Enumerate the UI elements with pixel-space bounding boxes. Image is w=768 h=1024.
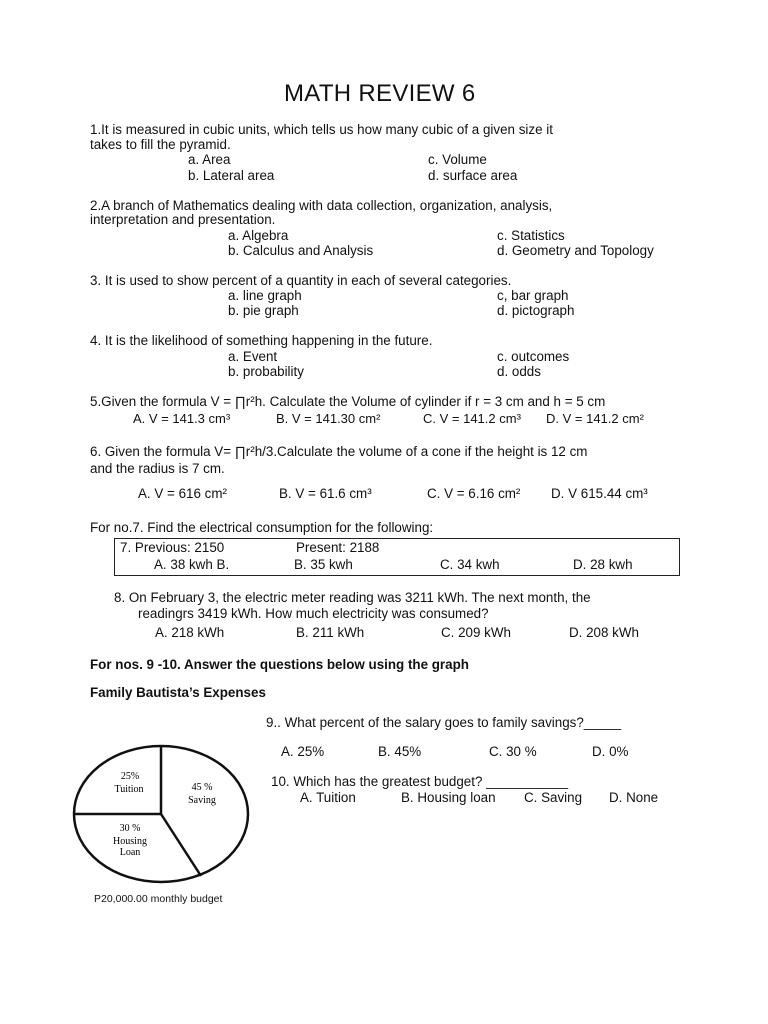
q4-option-a: a. Event [228, 349, 278, 364]
q6-option-c: C. V = 6.16 cm² [427, 486, 521, 501]
q9-option-c: C. 30 % [489, 744, 537, 759]
slice-label-housing-name-2: Loan [119, 847, 141, 858]
q1-text-2: takes to fill the pyramid. [90, 137, 231, 152]
q7-previous: 7. Previous: 2150 [120, 540, 225, 555]
q10-option-d: D. None [609, 790, 659, 805]
q4-option-d: d. odds [497, 364, 541, 379]
q10-option-b: B. Housing loan [401, 790, 496, 805]
q8-option-c: C. 209 kWh [441, 625, 511, 640]
q8-option-d: D. 208 kWh [569, 625, 639, 640]
q9-text: 9.. What percent of the salary goes to family savings?_____ [266, 715, 622, 730]
slice-label-tuition-name: Tuition [114, 784, 144, 795]
q3-text: 3. It is used to show percent of a quantity in each of several categories. [90, 273, 512, 288]
q9-option-d: D. 0% [592, 744, 629, 759]
slice-label-housing-name: Housing [113, 836, 147, 847]
q6-option-b: B. V = 61.6 cm³ [279, 486, 372, 501]
q3-option-c: c, bar graph [497, 288, 569, 303]
q6-option-a: A. V = 616 cm² [138, 486, 227, 501]
graph-title: Family Bautista’s Expenses [90, 685, 266, 700]
q7-present: Present: 2188 [296, 540, 380, 555]
q3-option-b: b. pie graph [228, 303, 299, 318]
q7-option-c: C. 34 kwh [440, 557, 500, 572]
q8-option-a: A. 218 kWh [155, 625, 225, 640]
pie-caption: P20,000.00 monthly budget [94, 893, 223, 905]
q1-option-c: c. Volume [428, 152, 487, 167]
q2-text-2: interpretation and presentation. [90, 212, 276, 227]
pie-divider-bottom [161, 814, 201, 876]
q1-text: 1.It is measured in cubic units, which tells us how many cubic of a given size it [90, 122, 553, 137]
q1-option-b: b. Lateral area [188, 168, 275, 183]
q8-text: 8. On February 3, the electric meter reading was 3211 kWh. The next month, the [114, 590, 591, 605]
pie-chart [70, 740, 260, 890]
q5-option-d: D. V = 141.2 cm² [546, 411, 644, 426]
q7-option-d: D. 28 kwh [573, 557, 633, 572]
q10-text: 10. Which has the greatest budget? ___________ [271, 774, 569, 789]
q7-intro: For no.7. Find the electrical consumption for the following: [90, 520, 434, 535]
q5-option-b: B. V = 141.30 cm² [276, 411, 381, 426]
q4-text: 4. It is the likelihood of something happening in the future. [90, 333, 433, 348]
q4-option-b: b. probability [228, 364, 304, 379]
q2-option-b: b. Calculus and Analysis [228, 243, 374, 258]
q10-option-a: A. Tuition [300, 790, 356, 805]
q8-option-b: B. 211 kWh [296, 625, 365, 640]
slice-label-saving-name: Saving [188, 795, 216, 806]
graph-instructions: For nos. 9 -10. Answer the questions below using the graph [90, 657, 469, 672]
q9-option-b: B. 45% [378, 744, 422, 759]
slice-label-tuition-pct: 25% [120, 771, 140, 782]
q2-option-d: d. Geometry and Topology [497, 243, 654, 258]
q3-option-d: d. pictograph [497, 303, 575, 318]
q2-option-c: c. Statistics [497, 228, 565, 243]
q3-option-a: a. line graph [228, 288, 302, 303]
q10-option-c: C. Saving [524, 790, 583, 805]
q1-option-a: a. Area [188, 152, 231, 167]
q6-text-2: and the radius is 7 cm. [90, 461, 225, 476]
q4-option-c: c. outcomes [497, 349, 570, 364]
q5-option-c: C. V = 141.2 cm³ [423, 411, 521, 426]
q5-option-a: A. V = 141.3 cm³ [133, 411, 231, 426]
slice-label-housing-pct: 30 % [119, 823, 141, 834]
q9-option-a: A. 25% [281, 744, 325, 759]
q6-option-d: D. V 615.44 cm³ [551, 486, 648, 501]
q7-option-b: B. 35 kwh [294, 557, 353, 572]
q2-option-a: a. Algebra [228, 228, 289, 243]
slice-label-saving-pct: 45 % [191, 782, 213, 793]
q8-text-2: readingrs 3419 kWh. How much electricity was consumed? [138, 606, 489, 621]
q5-text: 5.Given the formula V = ∏r²h. Calculate the Volume of cylinder if r = 3 cm and h = 5 cm [90, 394, 606, 409]
q2-text: 2.A branch of Mathematics dealing with data collection, organization, analysis, [90, 198, 553, 213]
q1-option-d: d. surface area [428, 168, 518, 183]
q6-text: 6. Given the formula V= ∏r²h/3.Calculate the volume of a cone if the height is 12 cm [90, 444, 588, 459]
page-title: MATH REVIEW 6 [284, 80, 476, 107]
q7-option-a: A. 38 kwh B. [154, 557, 230, 572]
